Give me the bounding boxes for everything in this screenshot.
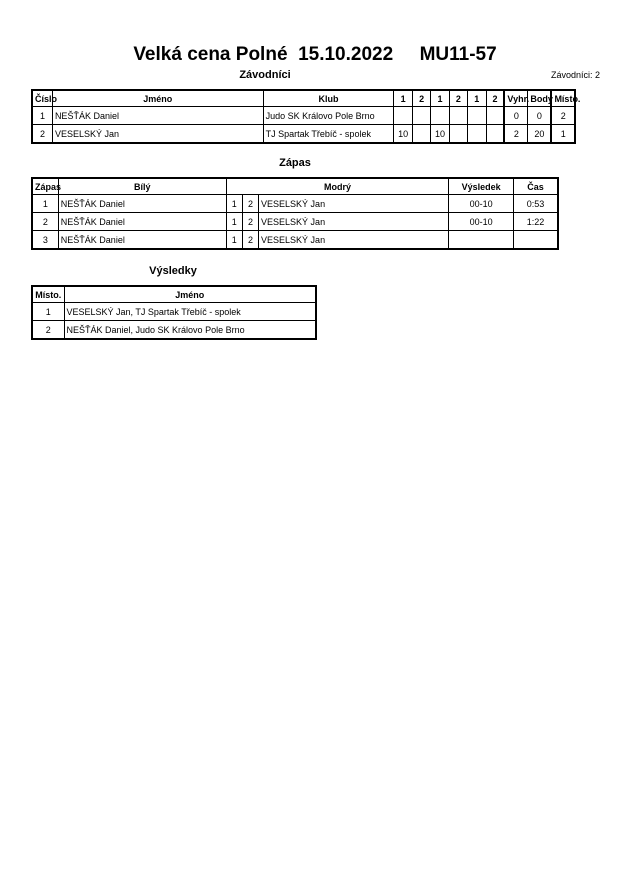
cell-place: 2	[551, 107, 575, 125]
cell-points: 20	[528, 125, 552, 144]
event-category: MU11-57	[419, 44, 497, 65]
cell-name: VESELSKÝ Jan	[52, 125, 263, 144]
cell-blue: VESELSKÝ Jan	[259, 213, 449, 231]
cell-place: 1	[551, 125, 575, 144]
cell-round	[468, 107, 486, 125]
cell-blue-num: 2	[242, 231, 258, 250]
cell-blue-num: 2	[242, 195, 258, 213]
col-round: 2	[449, 90, 467, 107]
col-round: 2	[412, 90, 430, 107]
cell-white: NEŠŤÁK Daniel	[58, 195, 226, 213]
cell-name: NEŠŤÁK Daniel, Judo SK Královo Pole Brno	[64, 321, 316, 340]
col-name: Jméno	[64, 286, 316, 303]
cell-white-num: 1	[226, 195, 242, 213]
cell-wins: 0	[504, 107, 528, 125]
cell-wins: 2	[504, 125, 528, 144]
col-points: Body	[528, 90, 552, 107]
cell-club: TJ Spartak Třebíč - spolek	[263, 125, 394, 144]
cell-round: 10	[431, 125, 449, 144]
col-white: Bílý	[58, 178, 226, 195]
col-result: Výsledek	[449, 178, 514, 195]
cell-time	[513, 231, 558, 250]
event-name: Velká cena Polné	[133, 44, 288, 65]
cell-white-num: 1	[226, 213, 242, 231]
cell-blue: VESELSKÝ Jan	[259, 195, 449, 213]
cell-match: 2	[32, 213, 58, 231]
col-round: 1	[431, 90, 449, 107]
cell-round	[449, 107, 467, 125]
cell-number: 1	[32, 107, 52, 125]
cell-name: NEŠŤÁK Daniel	[52, 107, 263, 125]
cell-round	[468, 125, 486, 144]
col-name: Jméno	[52, 90, 263, 107]
matches-header-row	[32, 178, 558, 195]
col-round: 2	[486, 90, 504, 107]
cell-club: Judo SK Královo Pole Brno	[263, 107, 394, 125]
cell-round	[394, 107, 412, 125]
cell-result: 00-10	[449, 213, 514, 231]
cell-result: 00-10	[449, 195, 514, 213]
cell-white-num: 1	[226, 231, 242, 250]
cell-blue: VESELSKÝ Jan	[259, 231, 449, 250]
col-round: 1	[394, 90, 412, 107]
cell-place: 2	[32, 321, 64, 340]
cell-points: 0	[528, 107, 552, 125]
results-heading: Výsledky	[149, 265, 197, 277]
cell-result	[449, 231, 514, 250]
col-place: Místo.	[32, 286, 64, 303]
cell-round	[486, 107, 504, 125]
cell-name: VESELSKÝ Jan, TJ Spartak Třebíč - spolek	[64, 303, 316, 321]
table-row	[32, 303, 316, 321]
table-row	[32, 231, 558, 250]
cell-white: NEŠŤÁK Daniel	[58, 213, 226, 231]
col-round: 1	[468, 90, 486, 107]
page-title	[0, 44, 630, 66]
competitors-heading: Závodníci	[239, 69, 291, 81]
col-time: Čas	[513, 178, 558, 195]
results-table	[31, 285, 317, 340]
matches-table	[31, 177, 559, 250]
table-row	[32, 321, 316, 340]
cell-time: 1:22	[513, 213, 558, 231]
cell-blue-num: 2	[242, 213, 258, 231]
table-row	[32, 213, 558, 231]
competitors-header-row	[32, 90, 575, 107]
cell-match: 1	[32, 195, 58, 213]
col-number: Číslo	[32, 90, 52, 107]
cell-round	[412, 107, 430, 125]
matches-heading: Zápas	[279, 157, 311, 169]
cell-time: 0:53	[513, 195, 558, 213]
col-club: Klub	[263, 90, 394, 107]
cell-white: NEŠŤÁK Daniel	[58, 231, 226, 250]
col-place: Místo.	[551, 90, 575, 107]
col-match: Zápas	[32, 178, 58, 195]
cell-round	[449, 125, 467, 144]
cell-round	[486, 125, 504, 144]
table-row	[32, 195, 558, 213]
cell-round	[431, 107, 449, 125]
event-date: 15.10.2022	[298, 44, 394, 65]
cell-number: 2	[32, 125, 52, 144]
competitors-count: Závodníci: 2	[550, 70, 600, 80]
col-wins: Vyhr.	[504, 90, 528, 107]
cell-round: 10	[394, 125, 412, 144]
table-row	[32, 125, 575, 144]
cell-round	[412, 125, 430, 144]
cell-place: 1	[32, 303, 64, 321]
competitors-table	[31, 89, 581, 144]
results-header-row	[32, 286, 316, 303]
col-blue: Modrý	[226, 178, 449, 195]
table-row	[32, 107, 575, 125]
cell-match: 3	[32, 231, 58, 250]
